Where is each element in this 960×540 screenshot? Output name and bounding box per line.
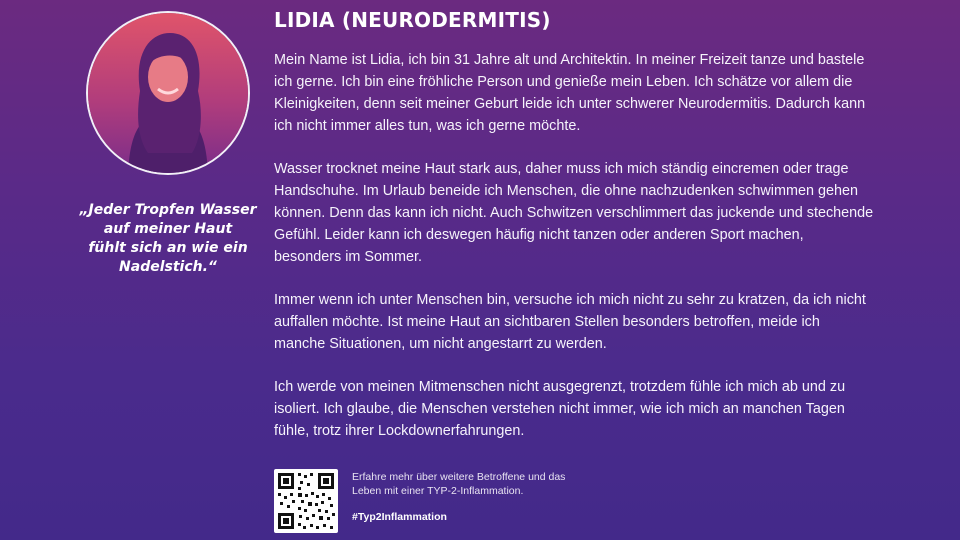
person-name-heading: LIDIA (NEURODERMITIS) — [274, 8, 551, 32]
hashtag-label: #Typ2Inflammation — [352, 511, 447, 523]
quote-line: „Jeder Tropfen Wasser — [79, 202, 257, 218]
quote-line: auf meiner Haut — [103, 221, 233, 237]
story-paragraph: Ich werde von meinen Mitmenschen nicht ausgegrenzt, trotzdem fühle ich mich ab und zu isoliert. Ich glaube, die Menschen verstehen nicht immer, wie ich mich an manchen Tagen fühle, trotz ihrer Lockdownerfahrungen. — [274, 379, 846, 439]
woman-portrait-icon — [88, 13, 248, 173]
more-info-text — [352, 470, 632, 498]
story-paragraph: Immer wenn ich unter Menschen bin, versuche ich mich nicht zu sehr zu kratzen, da ich nicht auffallen möchte. Ist meine Haut an sichtbaren Stellen besonders betroffen, meide ich manche Situationen, um nicht angestarrt zu werden. — [274, 292, 866, 352]
testimonial-quote — [78, 201, 258, 277]
portrait-photo — [86, 11, 250, 175]
info-line: Erfahre mehr über weitere Betroffene und das — [352, 471, 566, 483]
quote-line: Nadelstich.“ — [119, 259, 217, 275]
story-paragraph: Mein Name ist Lidia, ich bin 31 Jahre alt und Architektin. In meiner Freizeit tanze und bastele ich gerne. Ich bin eine fröhliche Person und genieße mein Leben. Ich schätze vor allem die Kleinigkeiten, denn seit meiner Geburt leide ich unter schwerer Neurodermitis. Dadurch kann ich nicht immer alles tun, was ich gerne möchte. — [274, 52, 866, 134]
story-text — [274, 49, 874, 463]
qr-code-icon[interactable] — [274, 469, 338, 533]
info-line: Leben mit einer TYP-2-Inflammation. — [352, 485, 524, 497]
quote-line: fühlt sich an wie ein — [88, 240, 248, 256]
story-paragraph: Wasser trocknet meine Haut stark aus, daher muss ich mich ständig eincremen oder trage Handschuhe. Im Urlaub beneide ich Menschen, die ohne nachzudenken schwimmen gehen können. Denn das kann ich nicht. Auch Schwitzen verschlimmert das juckende und stechende Gefühl. Leider kann ich deswegen häufig nicht tanzen oder anderen Sport machen, besonders im Sommer. — [274, 161, 874, 265]
